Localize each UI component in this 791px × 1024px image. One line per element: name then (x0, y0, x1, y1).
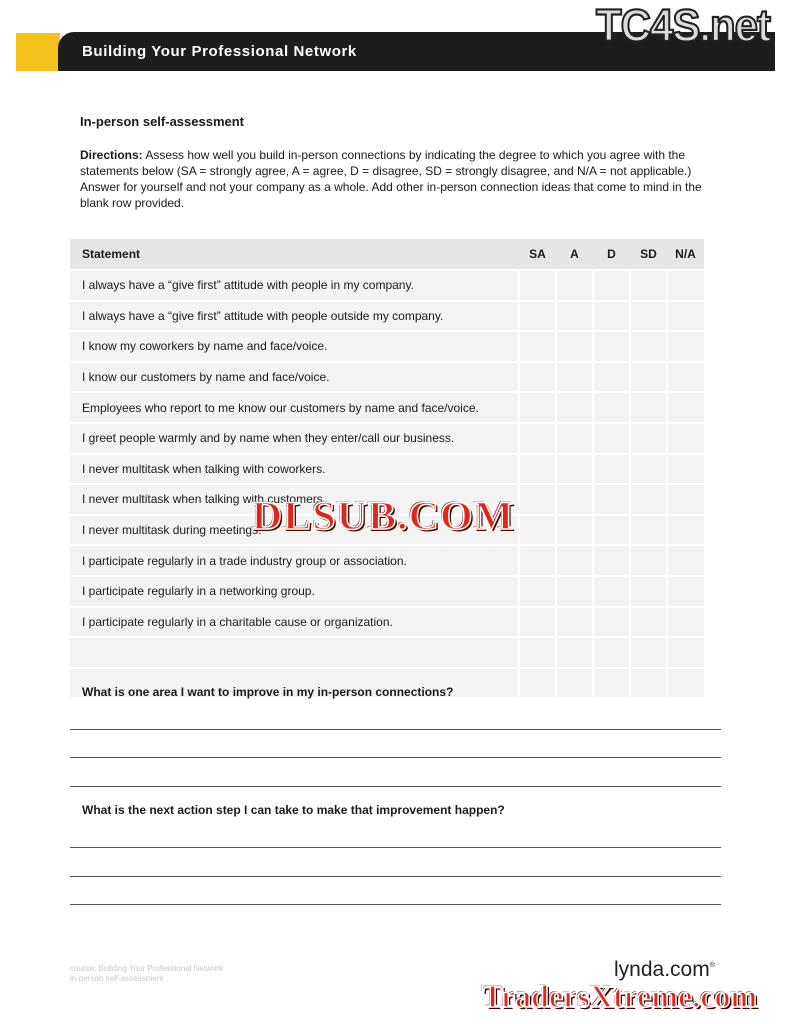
rating-cell-na[interactable] (667, 637, 704, 668)
statement-cell: I never multitask during meetings. (70, 515, 519, 546)
answer-line[interactable] (70, 847, 721, 848)
header-na: N/A (667, 239, 704, 270)
rating-cell-a[interactable] (556, 484, 593, 515)
table-row (70, 545, 704, 576)
rating-cell-d[interactable] (593, 301, 630, 332)
rating-cell-sa[interactable] (519, 668, 556, 698)
footer-page: in-person self-assessment (70, 974, 164, 983)
statement-cell: Employees who report to me know our customers by name and face/voice. (70, 392, 519, 423)
rating-cell-d[interactable] (593, 545, 630, 576)
rating-cell-na[interactable] (667, 576, 704, 607)
rating-cell-sd[interactable] (630, 637, 667, 668)
rating-cell-d[interactable] (593, 576, 630, 607)
statement-cell: I greet people warmly and by name when they enter/call our business. (70, 423, 519, 454)
rating-cell-na[interactable] (667, 545, 704, 576)
rating-cell-a[interactable] (556, 668, 593, 698)
rating-cell-sd[interactable] (630, 362, 667, 393)
table-row (70, 423, 704, 454)
rating-cell-sa[interactable] (519, 270, 556, 301)
rating-cell-sd[interactable] (630, 392, 667, 423)
statement-cell: I participate regularly in a trade industry group or association. (70, 545, 519, 576)
assessment-table (70, 239, 704, 697)
rating-cell-d[interactable] (593, 423, 630, 454)
rating-cell-sa[interactable] (519, 392, 556, 423)
rating-cell-a[interactable] (556, 607, 593, 638)
blank-table-row (70, 637, 704, 668)
table-row (70, 331, 704, 362)
footer-course: course: Building Your Professional Network (70, 964, 223, 973)
rating-cell-d[interactable] (593, 392, 630, 423)
directions (80, 147, 720, 211)
rating-cell-a[interactable] (556, 270, 593, 301)
table-row (70, 607, 704, 638)
rating-cell-sa[interactable] (519, 545, 556, 576)
rating-cell-sd[interactable] (630, 515, 667, 546)
rating-cell-d[interactable] (593, 270, 630, 301)
rating-cell-sa[interactable] (519, 607, 556, 638)
rating-cell-d[interactable] (593, 484, 630, 515)
footer-course-info (70, 964, 223, 984)
rating-cell-d[interactable] (593, 331, 630, 362)
header-a: A (556, 239, 593, 270)
rating-cell-na[interactable] (667, 362, 704, 393)
rating-cell-na[interactable] (667, 270, 704, 301)
header-sd: SD (630, 239, 667, 270)
table-row (70, 454, 704, 485)
statement-cell (70, 637, 519, 668)
answer-line[interactable] (70, 729, 721, 730)
answer-line[interactable] (70, 786, 721, 787)
table-row (70, 362, 704, 393)
header-sa: SA (519, 239, 556, 270)
rating-cell-a[interactable] (556, 454, 593, 485)
statement-cell: I know our customers by name and face/voice. (70, 362, 519, 393)
rating-cell-na[interactable] (667, 423, 704, 454)
statement-cell: I know my coworkers by name and face/voice. (70, 331, 519, 362)
lynda-text: lynda.com (614, 958, 710, 981)
rating-cell-d[interactable] (593, 607, 630, 638)
directions-label: Directions: (80, 148, 143, 162)
rating-cell-a[interactable] (556, 545, 593, 576)
rating-cell-na[interactable] (667, 668, 704, 698)
header-accent-tab (16, 33, 60, 71)
rating-cell-sa[interactable] (519, 301, 556, 332)
rating-cell-sd[interactable] (630, 331, 667, 362)
rating-cell-sd[interactable] (630, 454, 667, 485)
rating-cell-na[interactable] (667, 301, 704, 332)
rating-cell-d[interactable] (593, 515, 630, 546)
rating-cell-d[interactable] (593, 362, 630, 393)
statement-cell: I never multitask when talking with customers. (70, 484, 519, 515)
rating-cell-sd[interactable] (630, 423, 667, 454)
rating-cell-sa[interactable] (519, 637, 556, 668)
rating-cell-a[interactable] (556, 637, 593, 668)
rating-cell-a[interactable] (556, 362, 593, 393)
rating-cell-sd[interactable] (630, 607, 667, 638)
rating-cell-a[interactable] (556, 301, 593, 332)
rating-cell-sd[interactable] (630, 484, 667, 515)
section-title: In-person self-assessment (80, 114, 245, 129)
rating-cell-na[interactable] (667, 454, 704, 485)
rating-cell-sa[interactable] (519, 515, 556, 546)
rating-cell-d[interactable] (593, 668, 630, 698)
question-next-step: What is the next action step I can take to make that improvement happen? (82, 803, 505, 817)
table-row (70, 392, 704, 423)
question-improve-area: What is one area I want to improve in my in-person connections? (82, 685, 454, 699)
rating-cell-sa[interactable] (519, 331, 556, 362)
rating-cell-sa[interactable] (519, 362, 556, 393)
header-statement: Statement (70, 239, 519, 270)
statement-cell: I participate regularly in a charitable cause or organization. (70, 607, 519, 638)
rating-cell-a[interactable] (556, 576, 593, 607)
rating-cell-na[interactable] (667, 331, 704, 362)
answer-line[interactable] (70, 904, 721, 905)
rating-cell-na[interactable] (667, 515, 704, 546)
rating-cell-na[interactable] (667, 484, 704, 515)
statement-cell: I always have a “give first” attitude with people in my company. (70, 270, 519, 301)
rating-cell-sd[interactable] (630, 301, 667, 332)
answer-line[interactable] (70, 876, 721, 877)
rating-cell-a[interactable] (556, 423, 593, 454)
rating-cell-na[interactable] (667, 392, 704, 423)
answer-line[interactable] (70, 757, 721, 758)
rating-cell-sa[interactable] (519, 576, 556, 607)
table-header-row (70, 239, 704, 270)
rating-cell-sa[interactable] (519, 454, 556, 485)
rating-cell-sd[interactable] (630, 270, 667, 301)
rating-cell-sa[interactable] (519, 423, 556, 454)
watermark-bottom: TradersXtreme.com (482, 978, 758, 1014)
header-d: D (593, 239, 630, 270)
table-row (70, 270, 704, 301)
watermark-middle: DLSUB.COM (251, 493, 515, 538)
statement-cell: I never multitask when talking with coworkers. (70, 454, 519, 485)
table-row (70, 301, 704, 332)
rating-cell-a[interactable] (556, 515, 593, 546)
watermark-top: TC4S.net (596, 0, 771, 51)
header-title: Building Your Professional Network (82, 43, 357, 60)
table-row (70, 576, 704, 607)
rating-cell-sd[interactable] (630, 668, 667, 698)
rating-cell-a[interactable] (556, 392, 593, 423)
rating-cell-sd[interactable] (630, 545, 667, 576)
rating-cell-na[interactable] (667, 607, 704, 638)
rating-cell-d[interactable] (593, 454, 630, 485)
rating-cell-sa[interactable] (519, 484, 556, 515)
rating-cell-a[interactable] (556, 331, 593, 362)
statement-cell: I participate regularly in a networking group. (70, 576, 519, 607)
statement-cell: I always have a “give first” attitude with people outside my company. (70, 301, 519, 332)
directions-text: Assess how well you build in-person connections by indicating the degree to which you agree with the statements below (SA = strongly agree, A = agree, D = disagree, SD = strongly disagree, and N/A = not applicable.) Answer for yourself and not your company as a whole. Add other in-person connection ideas that come to mind in the blank row provided. (80, 148, 702, 210)
rating-cell-d[interactable] (593, 637, 630, 668)
registered-mark: ® (709, 962, 715, 969)
rating-cell-sd[interactable] (630, 576, 667, 607)
